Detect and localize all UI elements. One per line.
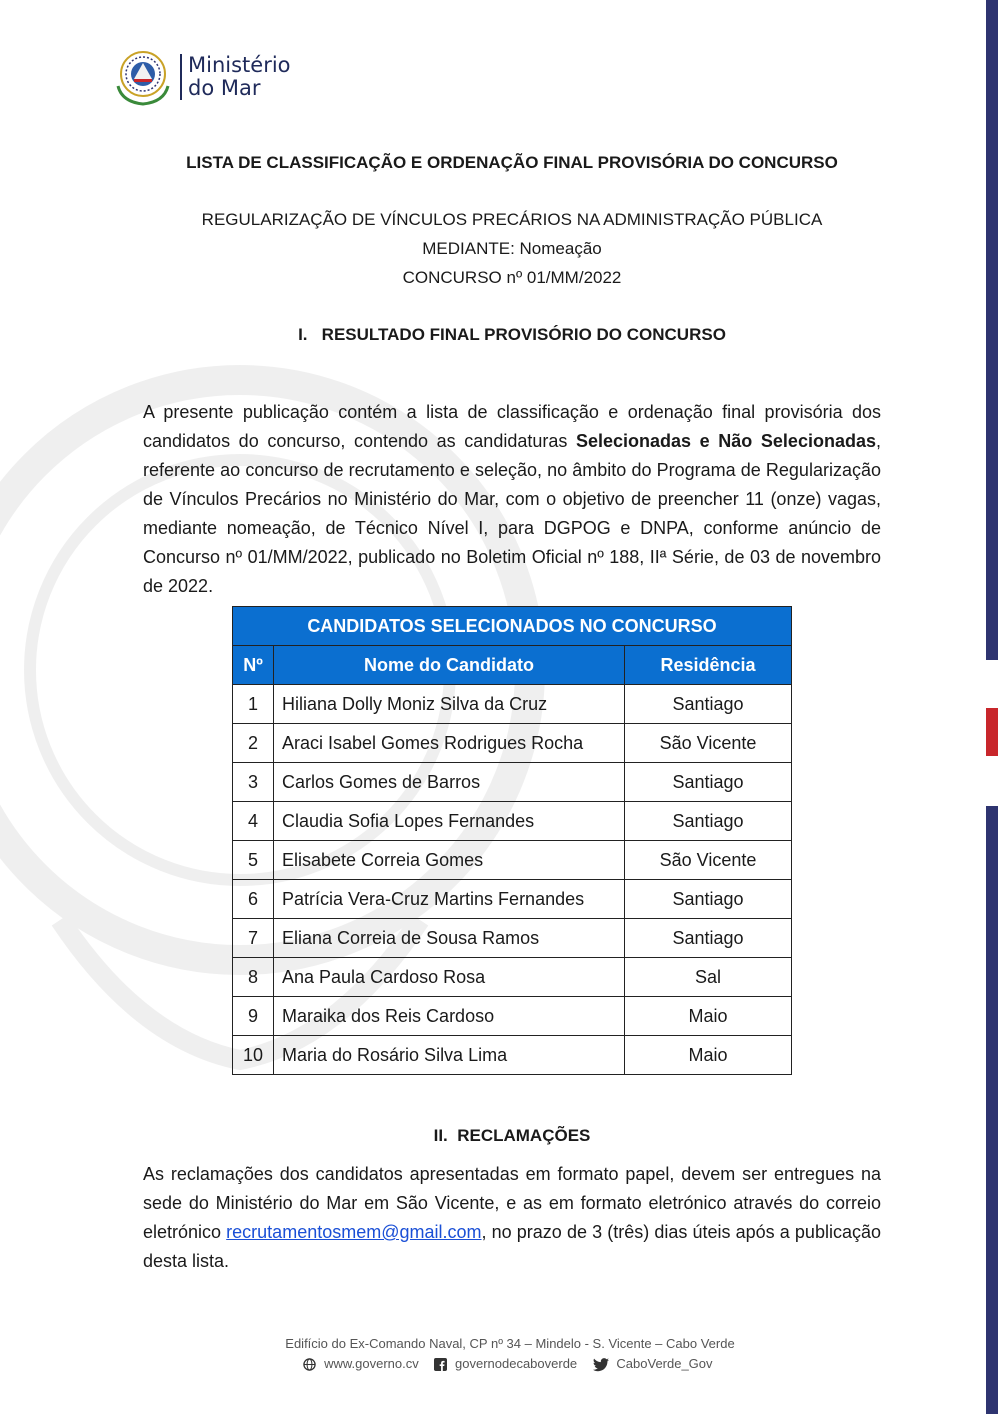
- paragraph-intro-text-2: ,: [875, 431, 881, 451]
- cell-residence: Santiago: [625, 685, 792, 724]
- globe-icon: [303, 1358, 316, 1371]
- footer-facebook[interactable]: governodecaboverde: [455, 1356, 578, 1371]
- cell-number: 3: [233, 763, 274, 802]
- footer-twitter[interactable]: CaboVerde_Gov: [616, 1356, 713, 1371]
- cell-number: 9: [233, 997, 274, 1036]
- paragraph-intro-referente: referente ao: [143, 460, 241, 480]
- side-bar-red: [986, 708, 998, 756]
- table-row: [233, 685, 792, 724]
- cell-residence: São Vicente: [625, 841, 792, 880]
- subtitle-line1: REGULARIZAÇÃO DE VÍNCULOS PRECÁRIOS NA ADMINISTRAÇÃO PÚBLICA: [201, 210, 823, 229]
- col-header-number: Nº: [233, 646, 274, 685]
- subtitle-concurso: [143, 268, 881, 288]
- candidates-table: [232, 606, 792, 1075]
- side-bar-blue-top: [986, 0, 998, 660]
- cell-residence: Maio: [625, 997, 792, 1036]
- cell-residence: Sal: [625, 958, 792, 997]
- col-header-name: Nome do Candidato: [274, 646, 625, 685]
- table-row: [233, 724, 792, 763]
- twitter-icon: [593, 1358, 609, 1372]
- brand-line1: Ministério: [188, 53, 291, 77]
- cell-residence: Santiago: [625, 763, 792, 802]
- page-title: LISTA DE CLASSIFICAÇÃO E ORDENAÇÃO FINAL PROVISÓRIA DO CONCURSO: [186, 153, 838, 172]
- paragraph-intro-concurso: Concurso nº 01/MM/2022: [143, 547, 348, 567]
- email-link[interactable]: recrutamentosmem@gmail.com: [226, 1222, 482, 1242]
- table-row: [233, 763, 792, 802]
- cell-name: Maraika dos Reis Cardoso: [274, 997, 625, 1036]
- cell-name: Claudia Sofia Lopes Fernandes: [274, 802, 625, 841]
- cell-residence: Maio: [625, 1036, 792, 1075]
- mediante-label: MEDIANTE:: [422, 239, 515, 258]
- col-header-residence: Residência: [625, 646, 792, 685]
- cell-number: 5: [233, 841, 274, 880]
- paragraph-claims: [143, 1160, 881, 1276]
- table-row: [233, 1036, 792, 1075]
- cell-name: Carlos Gomes de Barros: [274, 763, 625, 802]
- cell-name: Ana Paula Cardoso Rosa: [274, 958, 625, 997]
- ministry-seal-icon: [112, 46, 174, 108]
- cell-number: 10: [233, 1036, 274, 1075]
- cell-number: 7: [233, 919, 274, 958]
- paragraph-claims-text-2: , no prazo de 3 (três) dias úteis após a publicação desta lista.: [143, 1222, 881, 1271]
- subtitle-mediante: [143, 239, 881, 259]
- header-logo: [112, 46, 291, 108]
- footer-address: Edifício do Ex-Comando Naval, CP nº 34 – Mindelo - S. Vicente – Cabo Verde: [285, 1336, 735, 1351]
- paragraph-intro-bold: Selecionadas e Não Selecionadas: [575, 431, 876, 451]
- cell-number: 8: [233, 958, 274, 997]
- cell-number: 1: [233, 685, 274, 724]
- brand-line2: do Mar: [188, 76, 261, 100]
- concurso-label: CONCURSO nº: [402, 268, 523, 287]
- facebook-icon: [434, 1358, 447, 1371]
- cell-name: Hiliana Dolly Moniz Silva da Cruz: [274, 685, 625, 724]
- cell-name: Maria do Rosário Silva Lima: [274, 1036, 625, 1075]
- footer-website[interactable]: www.governo.cv: [324, 1356, 419, 1371]
- paragraph-intro: [143, 398, 881, 601]
- cell-name: Patrícia Vera-Cruz Martins Fernandes: [274, 880, 625, 919]
- cell-residence: Santiago: [625, 802, 792, 841]
- cell-name: Eliana Correia de Sousa Ramos: [274, 919, 625, 958]
- section-heading-claims: II. RECLAMAÇÕES: [433, 1126, 591, 1145]
- cell-residence: São Vicente: [625, 724, 792, 763]
- paragraph-intro-text-3: concurso de recrutamento e seleção, no âmbito do Programa de Regularização de Vínculos Precários no Ministério do Mar, com o objetivo de preencher 11 (onze) vagas, mediante nomeação, de Técnico Nível I, para DGPOG e DNPA, conforme anúncio de: [143, 460, 881, 538]
- paragraph-intro-text-4: , publicado no Boletim Oficial nº 188, IIª Série, de 03 de novembro de 2022.: [143, 547, 881, 596]
- table-row: [233, 997, 792, 1036]
- paragraph-intro-text-1: A presente publicação contém a lista de classificação e ordenação final provisória dos candidatos do concurso, contendo as candidaturas: [143, 402, 881, 451]
- section-heading-result: I. RESULTADO FINAL PROVISÓRIO DO CONCURSO: [298, 325, 726, 344]
- table-title: CANDIDATOS SELECIONADOS NO CONCURSO: [233, 607, 792, 646]
- mediante-value: Nomeação: [519, 239, 602, 258]
- cell-number: 4: [233, 802, 274, 841]
- table-row: [233, 919, 792, 958]
- side-bar-blue-bottom: [986, 806, 998, 1414]
- cell-residence: Santiago: [625, 919, 792, 958]
- cell-name: Elisabete Correia Gomes: [274, 841, 625, 880]
- table-row: [233, 802, 792, 841]
- cell-number: 2: [233, 724, 274, 763]
- cell-number: 6: [233, 880, 274, 919]
- paragraph-claims-text-1: As reclamações dos candidatos apresentadas em formato papel, devem ser entregues na sede do Ministério do Mar em São Vicente, e as em formato eletrónico através do correio eletrónico: [143, 1164, 881, 1242]
- cell-residence: Santiago: [625, 880, 792, 919]
- table-row: [233, 880, 792, 919]
- table-row: [233, 841, 792, 880]
- footer-links: [0, 1356, 1000, 1372]
- table-row: [233, 958, 792, 997]
- cell-name: Araci Isabel Gomes Rodrigues Rocha: [274, 724, 625, 763]
- concurso-value: 01/MM/2022: [526, 268, 622, 287]
